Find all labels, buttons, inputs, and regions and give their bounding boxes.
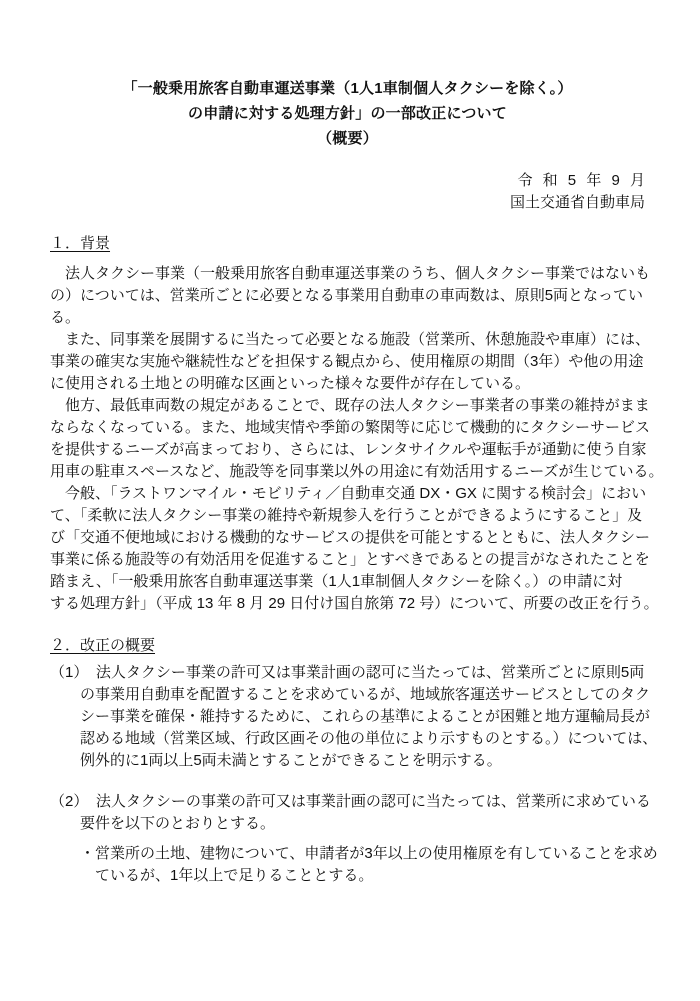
text-line: 今般、「ラストワンマイル・モビリティ／自動車交通 DX・GX に関する検討会」におい (50, 485, 647, 502)
text-line: また、同事業を展開するに当たって必要となる施設（営業所、休憩施設や車庫）には、 (50, 331, 651, 348)
text-line: び「交通不便地域における機動的なサービスの提供を可能とするとともに、法人タクシー (50, 529, 651, 546)
text-line: （2） 法人タクシーの事業の許可又は事業計画の認可に当たっては、営業所に求めている (50, 793, 651, 810)
text-line: ・営業所の土地、建物について、申請者が3年以上の使用権原を有していることを求め (50, 845, 658, 862)
text-line: の事業用自動車を配置することを求めているが、地域旅客運送サービスとしてのタク (50, 686, 651, 703)
text-line: て、「柔軟に法人タクシー事業の維持や新規参入を行うことができるようにすること」及 (50, 507, 643, 524)
text-line: 事業に係る施設等の有効活用を促進すること」とすべきであるとの提言がなされたことを (50, 551, 650, 568)
text-line: する処理方針」（平成 13 年 8 月 29 日付け国自旅第 72 号）について、所要の改正を行う。 (50, 595, 659, 612)
section-1-paragraph-2 (50, 329, 651, 395)
section-2-item-2-bullet (50, 843, 658, 887)
text-line: 他方、最低車両数の規定があることで、既存の法人タクシー事業者の事業の維持がまま (50, 397, 650, 414)
issue-date: 令 和 5 年 9 月 (517, 172, 648, 189)
text-line: 事業の確実な実施や継続性などを担保する観点から、使用権原の期間（3年）や他の用途 (50, 353, 644, 370)
text-line: シー事業を確保・維持するために、これらの基準によることが困難と地方運輸局長が (50, 708, 651, 725)
section-1-paragraph-4 (50, 483, 659, 615)
section-1-paragraph-1 (50, 263, 651, 329)
section-2-item-1 (50, 662, 658, 772)
text-line: （1） 法人タクシー事業の許可又は事業計画の認可に当たっては、営業所ごとに原則5両 (50, 664, 645, 681)
text-line: 例外的に1両以上5両未満とすることができることを明示する。 (50, 752, 502, 769)
text-line: 用車の駐車スペースなど、施設等を同事業以外の用途に有効活用するニーズが生じている。 (50, 463, 664, 480)
text-line: 要件を以下のとおりとする。 (50, 815, 276, 832)
section-2-heading: ２．改正の概要 (50, 637, 156, 654)
text-line: を提供するニーズが高まっており、さらには、レンタサイクルや運転手が通勤に使う自家 (50, 441, 647, 458)
text-line: 認める地域（営業区域、行政区画その他の単位により示すものとする。）については、 (50, 730, 658, 747)
title-line-3: （概要） (317, 130, 378, 147)
document-title (50, 76, 645, 151)
text-line: 法人タクシー事業（一般乗用旅客自動車運送事業のうち、個人タクシー事業ではないも (50, 265, 651, 282)
section-2-item-2 (50, 791, 651, 835)
text-line: に使用される土地との明確な区画といった様々な要件が存在している。 (50, 375, 531, 392)
section-background (50, 233, 664, 615)
section-revision-overview (50, 635, 658, 887)
byline (50, 170, 648, 214)
section-1-heading: １．背景 (50, 235, 111, 252)
text-line: 踏まえ、「一般乗用旅客自動車運送事業（1人1車制個人タクシーを除く。）の申請に対 (50, 573, 623, 590)
text-line: る。 (50, 309, 81, 326)
text-line: ているが、1年以上で足りることとする。 (50, 867, 374, 884)
title-line-1: 「一般乗用旅客自動車運送事業（1人1車制個人タクシーを除く。） (122, 80, 573, 97)
section-1-paragraph-3 (50, 395, 664, 483)
issuing-organization: 国土交通省自動車局 (509, 194, 645, 211)
title-line-2: の申請に対する処理方針」の一部改正について (188, 105, 507, 122)
text-line: ならなくなっている。また、地域実情や季節の繁閑等に応じて機動的にタクシーサービス (50, 419, 651, 436)
text-line: の）については、営業所ごとに必要となる事業用自動車の車両数は、原則5両となってい (50, 287, 644, 304)
